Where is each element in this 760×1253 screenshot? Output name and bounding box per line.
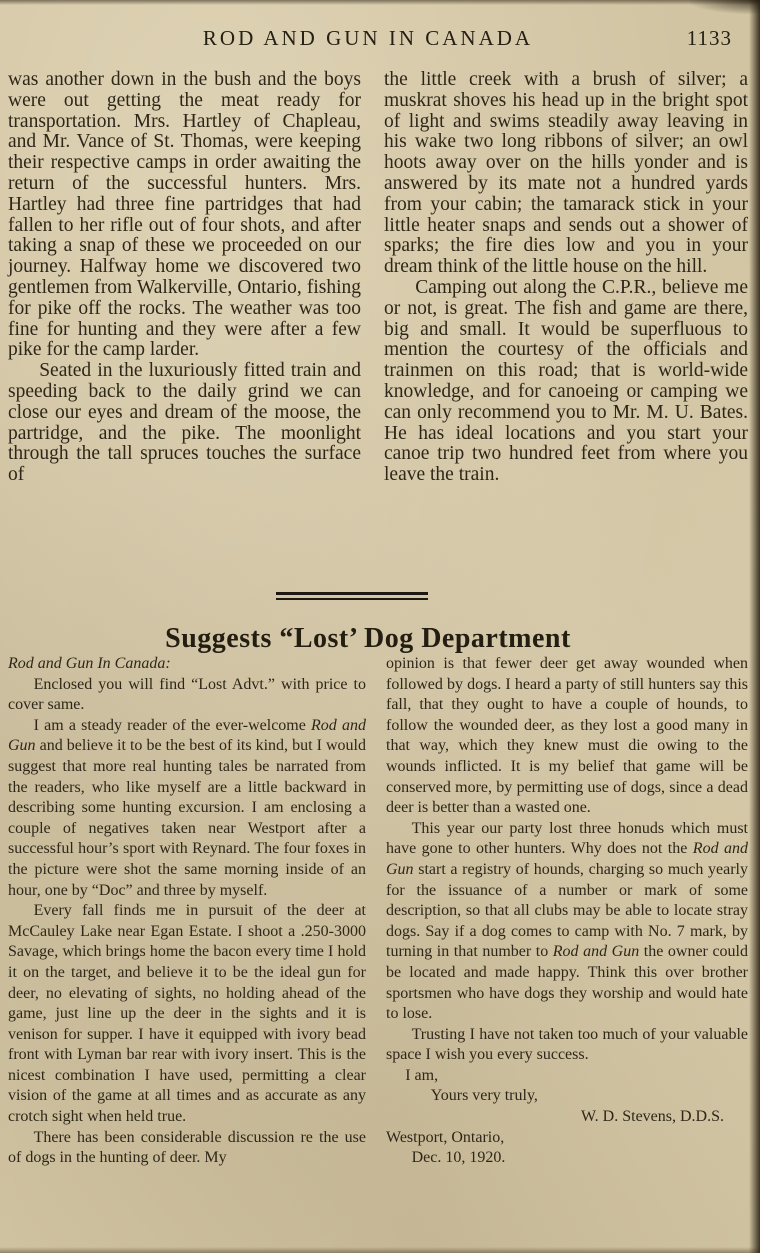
section-divider	[276, 592, 428, 600]
paragraph: opinion is that fewer deer get away wounded when followed by dogs. I heard a party of still hunters say this fall, that they ought to have a couple of hounds, to follow the wounded deer, as they lost a good many in that way, which they knew must die owing to the wounds inflicted. It is my belief that game will be conserved more, by permitting use of dogs, since a dead deer is better than a wasted one.	[386, 655, 748, 817]
paragraph: Camping out along the C.P.R., believe me or not, is great. The fish and game are there, big and small. It would be superfluous to mention the courtesy of the officials and trainmen on this road; that is world-wide knowledge, and for canoeing or camping we can only recommend you to Mr. M. U. Bates. He has ideal locations and you start your canoe trip two hundred feet from where you leave the train.	[384, 276, 748, 486]
paragraph: Trusting I have not taken too much of your valuable space I wish you every success.	[386, 1025, 748, 1064]
paragraph: Dec. 10, 1920.	[411, 1149, 506, 1167]
paragraph: Seated in the luxuriously fitted train and speeding back to the daily grind we can close our eyes and dream of the moose, the partridge, and the pike. The moonlight through the tall spruces touches the surface of	[8, 360, 361, 486]
page-edge-bottom-shadow	[0, 1247, 760, 1253]
paragraph: Westport, Ontario,	[386, 1128, 505, 1146]
letter-section-heading: Suggests “Lost’ Dog Department	[165, 622, 571, 654]
letter-left-column	[8, 654, 366, 1169]
article-top-left-column	[8, 70, 361, 486]
paragraph: Rod and Gun In Canada:	[8, 655, 171, 672]
divider-rule-top	[276, 592, 428, 595]
paragraph: Every fall finds me in pursuit of the deer at McCauley Lake near Egan Estate. I shoot a .250-3000 Savage, which brings home the bacon every time I hold it on the target, and believe it to be the ideal gun for deer, no elevating of sights, no holding ahead of the game, just line up the deer in the sights and it is venison for supper. I have it equipped with ivory bead front with Lyman bar rear with ivory insert. This is the nicest combination I have used, permitting a clear vision of the game at all times and as accurate as any crotch sight when held true.	[8, 902, 366, 1126]
divider-rule-bottom	[276, 598, 428, 600]
paragraph: Enclosed you will find “Lost Advt.” with price to cover same.	[8, 675, 366, 714]
paragraph: W. D. Stevens, D.D.S.	[581, 1108, 724, 1126]
paragraph: I am,	[405, 1066, 439, 1084]
paragraph: was another down in the bush and the boys were out getting the meat ready for transportation. Mrs. Hartley of Chapleau, and Mr. Vance of St. Thomas, were keeping their respective camps in order awaiting the return of the successful hunters. Mrs. Hartley had three fine partridges that had fallen to her rifle out of four shots, and after taking a snap of these we proceeded on our journey. Halfway home we discovered two gentlemen from Walkerville, Ontario, fishing for pike off the rocks. The weather was too fine for hunting and they were after a few pike for the camp larder.	[8, 69, 361, 361]
page-edge-right-shadow	[749, 0, 760, 1253]
paragraph: This year our party lost three honuds which must have gone to other hunters. Why does not the Rod and Gun start a registry of hounds, charging so much yearly for the issuance of a number or mark of some description, so that all clubs may be able to locate stray dogs. Say if a dog comes to camp with No. 7 mark, by turning in that number to Rod and Gun the owner could be located and made happy. Think this over brother sportsmen who have dogs they worship and would hate to lose.	[386, 819, 749, 1023]
page-number: 1133	[686, 26, 732, 50]
letter-right-column	[386, 654, 748, 1169]
paragraph: There has been considerable discussion re the use of dogs in the hunting of deer. My	[8, 1128, 366, 1167]
article-top-right-column	[384, 70, 748, 486]
paragraph: I am a steady reader of the ever-welcome Rod and Gun and believe it to be the best of its kind, but I would suggest that more real hunting tales be narrated from the readers, who like myself are a little backward in describing some hunting excursion. I am enclosing a couple of negatives taken near Westport after a successful hour’s sport with Reynard. The four foxes in the picture were shot the same morning inside of an hour, one by “Doc” and three by myself.	[8, 716, 366, 899]
paragraph: Yours very truly,	[430, 1087, 538, 1105]
paragraph: the little creek with a brush of silver; a muskrat shoves his head up in the bright spot of light and swims steadily away leaving in his wake two long ribbons of silver; an owl hoots away over on the hills yonder and is answered by its mate not a hundred yards from your cabin; the tamarack stick in your little heater snaps and sends out a shower of sparks; the fire dies low and you in your dream think of the little house on the hill.	[384, 69, 748, 278]
page-edge-top-shadow	[0, 0, 760, 5]
magazine-title: ROD AND GUN IN CANADA	[202, 26, 534, 50]
